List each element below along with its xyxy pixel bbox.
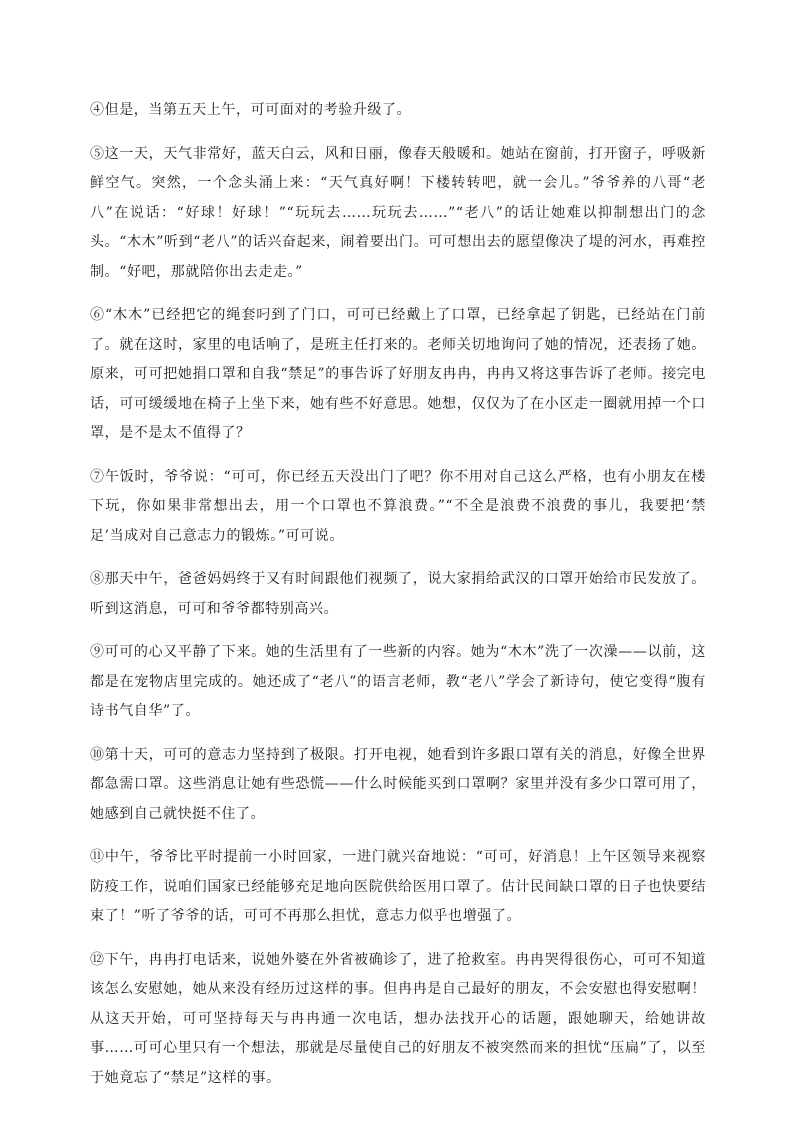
- paragraph-12: ⑫下午，冉冉打电话来，说她外婆在外省被确诊了，进了抢救室。冉冉哭得很伤心，可可不知道该怎么安慰她，她从来没有经历过这样的事。但冉冉是自己最好的朋友，不会安慰也得安慰啊！从这天开始，可可坚持每天与冉冉通一次电话，想办法找开心的话题，跟她聊天，给她讲故事……可可心里只有一个想法，那就是尽量使自己的好朋友不被突然而来的担忧“压扁”了，以至于她竟忘了“禁足”这样的事。: [90, 951, 706, 1086]
- paragraph-9: ⑨可可的心又平静了下来。她的生活里有了一些新的内容。她为“木木”洗了一次澡——以前，这都是在宠物店里完成的。她还成了“老八”的语言老师，教“老八”学会了新诗句，使它变得“腹有诗书气自华”了。: [90, 644, 706, 719]
- paragraph-5: ⑤这一天，天气非常好，蓝天白云，风和日丽，像春天般暖和。她站在窗前，打开窗子，呼吸新鲜空气。突然，一个念头涌上来：“天气真好啊！下楼转转吧，就一会儿。”爷爷养的八哥“老八”在说话：“好球！好球！”“玩玩去……玩玩去……”“老八”的话让她难以抑制想出门的念头。“木木”听到“老八”的话兴奋起来，闹着要出门。可可想出去的愿望像决了堤的河水，再难控制。“好吧，那就陪你出去走走。”: [90, 145, 706, 280]
- paragraph-10: ⑩第十天，可可的意志力坚持到了极限。打开电视，她看到许多跟口罩有关的消息，好像全世界都急需口罩。这些消息让她有些恐慌——什么时候能买到口罩啊？家里并没有多少口罩可用了，她感到自己就快挺不住了。: [90, 746, 706, 822]
- paragraph-11: ⑪中午，爷爷比平时提前一小时回家，一进门就兴奋地说：“可可，好消息！上午区领导来视察防疫工作，说咱们国家已经能够充足地向医院供给医用口罩了。估计民间缺口罩的日子也快要结束了！”听了爷爷的话，可可不再那么担忧，意志力似乎也增强了。: [90, 849, 706, 924]
- paragraph-6: ⑥“木木”已经把它的绳套叼到了门口，可可已经戴上了口罩，已经拿起了钥匙，已经站在门前了。就在这时，家里的电话响了，是班主任打来的。老师关切地询问了她的情况，还表扬了她。原来，可可把她捐口罩和自我“禁足”的事告诉了好朋友冉冉，冉冉又将这事告诉了老师。接完电话，可可缓缓地在椅子上坐下来，她有些不好意思。她想，仅仅为了在小区走一圈就用掉一个口罩，是不是太不值得了？: [90, 307, 706, 441]
- paragraph-8: ⑧那天中午，爸爸妈妈终于又有时间跟他们视频了，说大家捐给武汉的口罩开始给市民发放了。听到这消息，可可和爷爷都特别高兴。: [90, 571, 706, 617]
- paragraph-7: ⑦午饭时，爷爷说：“可可，你已经五天没出门了吧？你不用对自己这么严格，也有小朋友在楼下玩，你如果非常想出去，用一个口罩也不算浪费。”“不全是浪费不浪费的事儿，我要把‘禁足’当成对自己意志力的锻炼。”可可说。: [90, 468, 706, 544]
- paragraph-4: ④但是，当第五天上午，可可面对的考验升级了。: [90, 102, 412, 118]
